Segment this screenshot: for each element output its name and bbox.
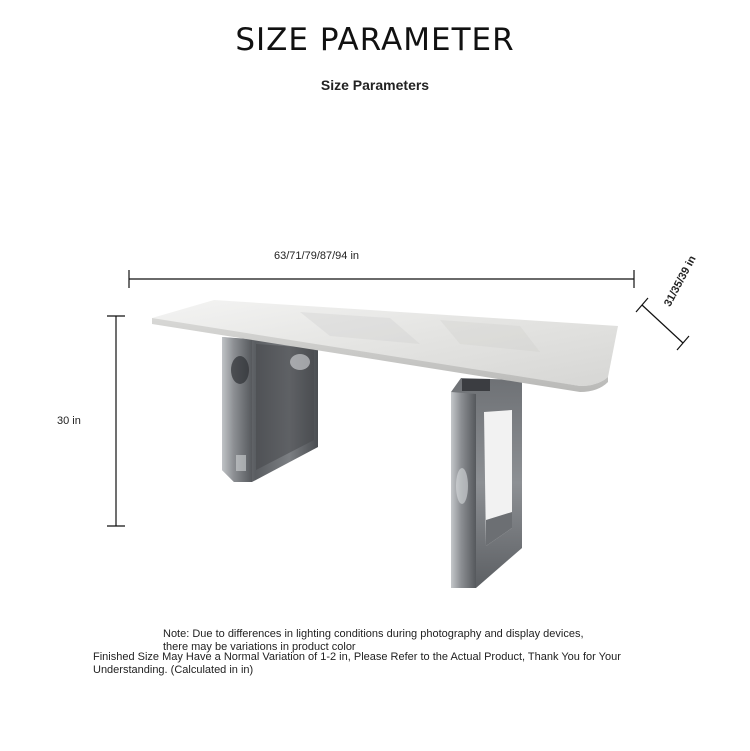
right-leg bbox=[451, 378, 522, 588]
left-leg bbox=[222, 337, 318, 482]
depth-dimension-label: 31/35/39 in bbox=[662, 253, 699, 309]
page-title: SIZE PARAMETER bbox=[235, 22, 515, 58]
depth-dimension-line bbox=[636, 298, 689, 350]
tabletop bbox=[152, 300, 618, 392]
width-dimension-line bbox=[129, 270, 634, 288]
width-dimension-label: 63/71/79/87/94 in bbox=[274, 250, 360, 262]
height-dimension-label: 30 in bbox=[57, 415, 81, 427]
lighting-note: Note: Due to differences in lighting conditions during photography and display devices, there may be variations in product color bbox=[163, 628, 584, 653]
tolerance-note: Finished Size May Have a Normal Variation of 1-2 in, Please Refer to the Actual Product, Thank You for Your Understanding. (Calculated in in) bbox=[93, 651, 621, 676]
height-dimension-line bbox=[107, 316, 125, 526]
page-subtitle: Size Parameters bbox=[320, 77, 430, 93]
